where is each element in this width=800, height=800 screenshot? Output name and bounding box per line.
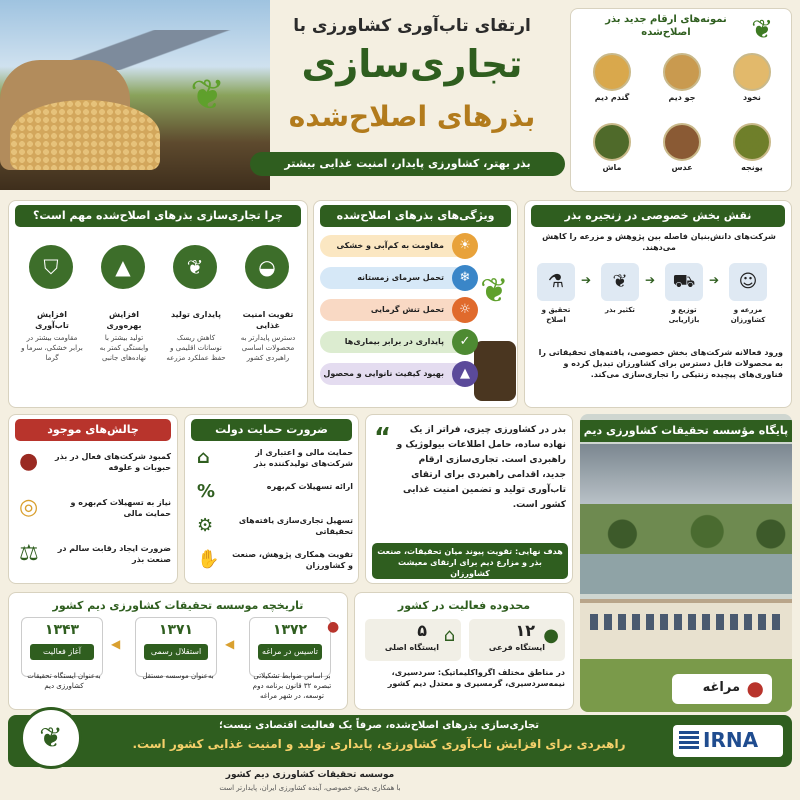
bean-icon: ●	[19, 449, 39, 474]
irna-logo	[673, 725, 783, 757]
gov-panel	[184, 414, 359, 584]
arrow-icon: ◀	[225, 637, 235, 651]
chart-icon: ▲	[101, 245, 145, 289]
feature-label: پایداری در برابر بیماری‌ها	[344, 337, 444, 346]
features-title: ویژگی‌های بذرهای اصلاح‌شده	[320, 205, 511, 227]
scope-title: محدوده فعالیت در کشور	[397, 599, 531, 612]
why-item-title: افزایش تاب‌آوری	[35, 310, 69, 330]
history-item	[135, 617, 217, 677]
challenges-panel	[8, 414, 178, 584]
challenge-text: نیاز به تسهیلات کم‌بهره و حمایت مالی	[70, 498, 171, 518]
history-label: تاسیس در مراغه	[258, 644, 322, 660]
arrow-icon: ➔	[645, 273, 656, 287]
feature-label: مقاومت به کم‌آبی و خشکی	[336, 241, 444, 250]
gov-item-text: تقویت همکاری پژوهش، صنعت و کشاورزان	[232, 550, 353, 570]
history-title: تاریخچه موسسه تحقیقات کشاورزی دیم کشور	[52, 599, 304, 612]
hero-image	[0, 0, 270, 190]
feature-icon: ✓	[452, 329, 478, 355]
history-item	[249, 617, 331, 677]
location-pin-icon: ●	[746, 676, 764, 700]
gov-item-text: حمایت مالی و اعتباری از شرکت‌های تولیدکننده بذر	[253, 448, 353, 468]
seedling-icon: ❦	[751, 15, 773, 45]
soil	[474, 341, 516, 401]
history-desc: به‌عنوان ایستگاه تحقیقات کشاورزی دیم	[27, 672, 101, 690]
main-station-box	[365, 619, 461, 661]
private-intro: شرکت‌های دانش‌بنیان فاصله بین پژوهش و مزرعه را کاهش می‌دهند.	[542, 232, 776, 252]
quote-text: بذر در کشاورزی چیزی، فراتر از یک نهاده ساده، حامل اطلاعات بیولوژیک و راهبردی است. تجاری‌سازی ارقام جدید، اقدامی راهبردی برای ارتقای تاب‌آوری تولید و تضمین امنیت غذایی کشور است.	[396, 425, 566, 510]
feature-icon: ☼	[452, 297, 478, 323]
sub-station-box	[469, 619, 565, 661]
location-pin-icon: ●	[543, 625, 559, 646]
hand-plant-icon: ❦	[20, 707, 82, 769]
dam-water	[580, 554, 792, 594]
history-item	[21, 617, 103, 677]
arrow-icon: ➔	[709, 273, 720, 287]
quote-mark-icon: “	[374, 423, 392, 453]
chain-step-icon: ⛟	[665, 263, 703, 301]
history-desc: بر اساس ضوابط تشکیلاتی تبصره ۳۲ قانون برنامه دوم توسعه، در شهر مراغه	[252, 672, 332, 700]
building-windows	[590, 614, 780, 630]
challenges-title: چالش‌های موجود	[15, 419, 171, 441]
chain-step-icon: ❦	[601, 263, 639, 301]
sub-station-count: ۱۲	[515, 621, 535, 640]
header-line3: بذرهای اصلاح‌شده	[288, 100, 536, 133]
history-year: ۱۳۷۱	[158, 622, 194, 638]
seed-image	[593, 53, 631, 91]
source-line1: موسسه تحقیقات کشاورزی دیم کشور	[225, 770, 395, 780]
gov-title: ضرورت حمایت دولت	[191, 419, 352, 441]
feature-label: تحمل سرمای زمستانه	[357, 273, 444, 282]
why-item-desc: کاهش ریسک نوسانات اقلیمی و حفظ عملکرد مزرعه	[166, 334, 226, 362]
seed-image	[733, 53, 771, 91]
feature-item	[320, 235, 474, 257]
gov-item-text: تسهیل تجاری‌سازی یافته‌های تحقیقاتی	[238, 516, 353, 536]
why-item-desc: دسترس پایدارتر به محصولات اساسی راهبردی کشور	[240, 334, 296, 362]
feature-label: تحمل تنش گرمایی	[370, 305, 444, 314]
history-year: ۱۳۴۳	[44, 622, 80, 638]
seed-image	[663, 53, 701, 91]
location-pin-icon: ●	[327, 619, 340, 635]
sprout-icon: ❦	[190, 70, 226, 119]
why-item-desc: تولید بیشتر با وابستگی کمتر به نهاده‌های جانبی	[99, 334, 149, 362]
gear-icon: ⚙	[197, 515, 214, 536]
quote-panel	[365, 414, 573, 584]
footer-answer: راهبردی برای افزایش تاب‌آوری کشاورزی، پایداری تولید و امنیت غذایی کشور است.	[132, 737, 626, 751]
features-panel	[313, 200, 518, 408]
private-title: نقش بخش خصوصی در زنجیره بذر	[531, 205, 785, 227]
sprout-icon: ❦	[173, 245, 217, 289]
bowl-icon: ◒	[245, 245, 289, 289]
header-line2: تجاری‌سازی	[301, 42, 523, 86]
history-label: استقلال رسمی	[144, 644, 208, 660]
challenge-text: ضرورت ایجاد رقابت سالم در صنعت بذر	[57, 544, 171, 564]
scope-desc: در مناطق مختلف اگرواکلیماتیک: سردسیری، نیمه‌سردسیری، گرمسیری و معتدل دیم کشور	[387, 668, 565, 688]
why-item-desc: مقاومت بیشتر در برابر خشکی، سرما و گرما	[21, 334, 83, 362]
seeds-panel	[570, 8, 792, 192]
seeds-title: نمونه‌های ارقام جدید بذر اصلاح‌شده	[605, 14, 727, 38]
history-label: آغاز فعالیت	[30, 644, 94, 660]
irna-logo-text: IRNA	[703, 728, 759, 752]
header-line1: ارتقای تاب‌آوری کشاورزی با	[293, 16, 531, 36]
history-desc: به‌عنوان موسسه مستقل	[142, 672, 214, 680]
history-year: ۱۳۷۲	[272, 622, 308, 638]
chain-step-label: مزرعه و کشاورزان	[730, 306, 766, 324]
feature-label: بهبود کیفیت نانوایی و محصول	[323, 369, 444, 378]
why-panel	[8, 200, 308, 408]
seed-label: نخود	[743, 93, 761, 102]
building-icon: ⌂	[443, 625, 455, 646]
why-title: چرا تجاری‌سازی بذرهای اصلاح‌شده مهم است؟	[15, 205, 301, 227]
sub-station-label: ایستگاه فرعی	[488, 643, 545, 652]
coins-icon: ◎	[19, 495, 39, 520]
base-panel	[580, 414, 792, 712]
base-title: پایگاه مؤسسه تحقیقات کشاورزی دیم	[580, 420, 792, 442]
scope-panel	[354, 592, 574, 710]
city-name: مراغه	[702, 680, 740, 695]
chain-step-label: تحقیق و اصلاح	[541, 306, 571, 324]
handshake-icon: ✋	[197, 549, 220, 570]
bank-icon: ⌂	[197, 447, 210, 468]
feature-item	[320, 363, 474, 385]
why-item-title: افزایش بهره‌وری	[106, 310, 142, 330]
seed-label: گندم دیم	[594, 93, 630, 102]
irna-stripes-icon	[679, 731, 699, 751]
chain-step-icon: ☺	[729, 263, 767, 301]
seed-label: یونجه	[741, 163, 763, 172]
footer-question: تجاری‌سازی بذرهای اصلاح‌شده، صرفاً یک فعالیت اقتصادی نیست؛	[219, 720, 539, 731]
feature-item	[320, 331, 474, 353]
gov-item-text: ارائه تسهیلات کم‌بهره	[266, 482, 353, 491]
scale-icon: ⚖	[19, 541, 39, 566]
seed-image	[663, 123, 701, 161]
seed-label: عدس	[671, 163, 693, 172]
shield-leaf-icon: ⛉	[29, 245, 73, 289]
chain-step-icon: ⚗	[537, 263, 575, 301]
seed-label: جو دیم	[668, 93, 696, 102]
seed-image	[593, 123, 631, 161]
feature-icon: ▲	[452, 361, 478, 387]
percent-icon: %	[197, 481, 216, 502]
source-line2: با همکاری بخش خصوصی، آینده کشاورزی ایران، پایدارتر است	[219, 784, 401, 792]
feature-icon: ❄	[452, 265, 478, 291]
chain-step-label: توزیع و بازاریابی	[668, 306, 700, 324]
why-item-title: تقویت امنیت غذایی	[242, 310, 294, 330]
chain-step-label: تکثیر بذر	[605, 306, 635, 314]
seed-pile	[10, 100, 160, 170]
feature-item	[320, 267, 474, 289]
seed-label: ماش	[602, 163, 622, 172]
sprout-illustration: ❦	[480, 271, 509, 311]
city-badge	[672, 674, 772, 704]
private-body: ورود فعالانه شرکت‌های بخش خصوصی، یافته‌های تحقیقاتی را به محصولات قابل دسترس برای کشاورزان تبدیل کرده و فناوری‌های پیچیده زنتیکی را تجاری‌سازی می‌کند.	[538, 348, 783, 379]
feature-item	[320, 299, 474, 321]
quote-goal: هدف نهایی: تقویت پیوند میان تحقیقات، صنعت بذر و مزارع دیم برای ارتقای معیشت کشاورزان	[372, 543, 568, 579]
history-panel	[8, 592, 348, 710]
arrow-icon: ➔	[581, 273, 592, 287]
main-station-label: ایستگاه اصلی	[384, 643, 439, 652]
header-slogan: بذر بهتر، کشاورزی پایدار، امنیت غذایی بیشتر	[250, 152, 565, 176]
arrow-icon: ◀	[111, 637, 121, 651]
private-panel	[524, 200, 792, 408]
challenge-text: کمبود شرکت‌های فعال در بذر حبوبات و علوفه	[54, 452, 171, 472]
trees	[580, 504, 792, 554]
why-item-title: پایداری تولید	[170, 310, 221, 319]
main-station-count: ۵	[417, 621, 427, 640]
feature-icon: ☀	[452, 233, 478, 259]
footer-banner	[8, 715, 792, 767]
seed-image	[733, 123, 771, 161]
